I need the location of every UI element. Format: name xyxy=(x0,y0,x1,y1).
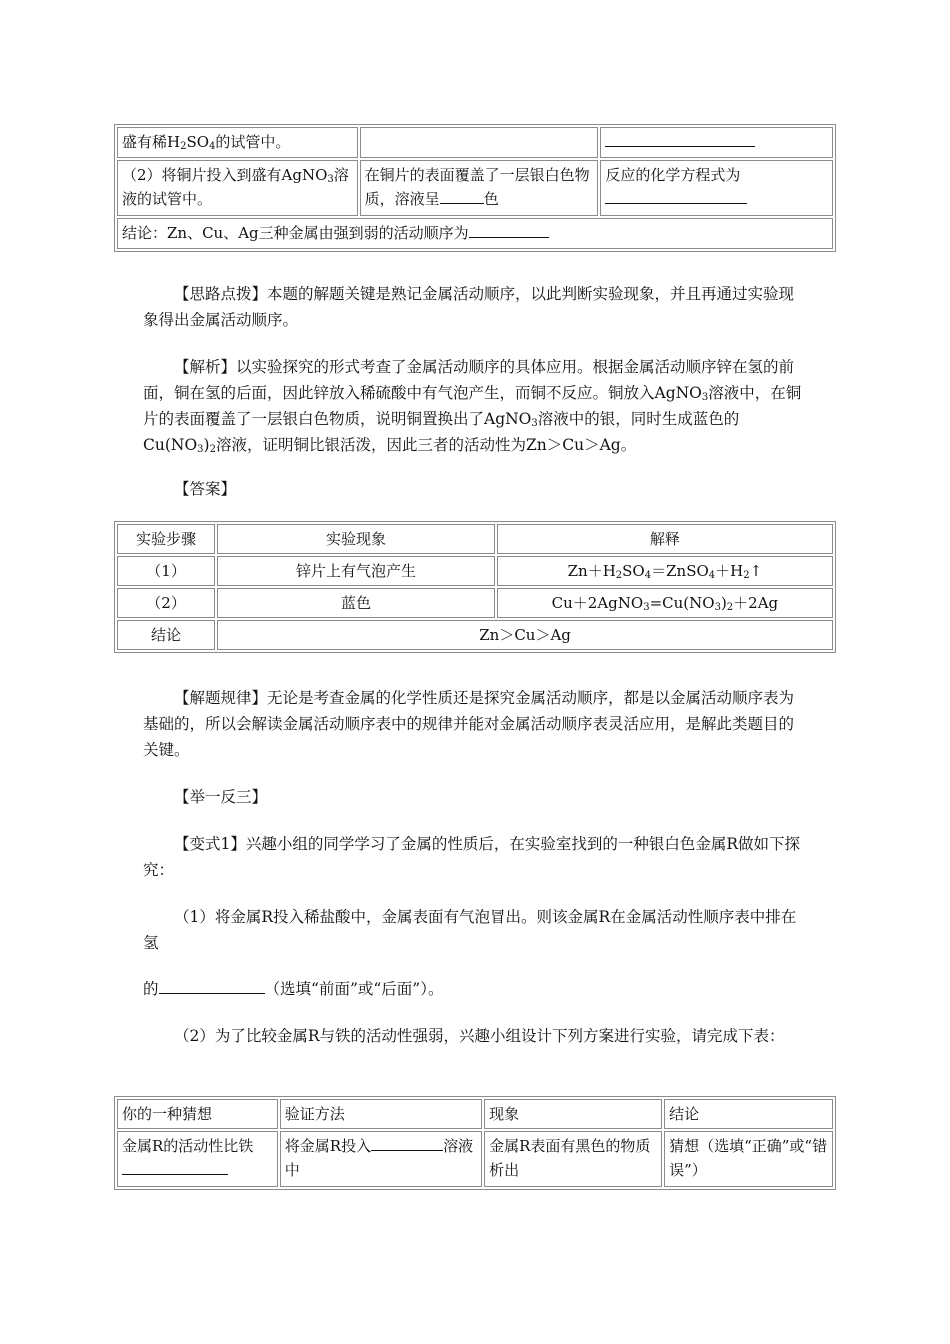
answer-header-explanation: 解释 xyxy=(497,524,833,554)
table2-guess: 金属R的活动性比铁 xyxy=(117,1131,278,1187)
question1-answer-line: 的 （选填“前面”或“后面”）。 xyxy=(143,976,808,1002)
answer-blank xyxy=(605,130,755,147)
table2-header-conclusion: 结论 xyxy=(664,1099,833,1129)
answer-blank xyxy=(159,977,265,994)
rule-paragraph: 【解题规律】无论是考查金属的化学性质还是探究金属活动顺序，都是以金属活动顺序表为基础的，所以会解读金属活动顺序表中的规律并能对金属活动顺序表灵活应用，是解此类题目的关键。 xyxy=(143,689,795,759)
table2-header-phenomenon: 现象 xyxy=(484,1099,662,1129)
answer-row2-phenomenon: 蓝色 xyxy=(217,588,495,618)
answer-row1-step: （1） xyxy=(117,556,215,586)
hypothesis-table xyxy=(114,1096,836,1190)
table1-row1-step: 盛有稀$H_2SO_4$的试管中。 xyxy=(117,127,358,158)
drill-heading: 【举一反三】 xyxy=(174,788,268,806)
table2-conclusion: 猜想（选填“正确”或“错误”） xyxy=(664,1131,833,1187)
answer-blank xyxy=(440,187,484,204)
answer-row1-phenomenon: 锌片上有气泡产生 xyxy=(217,556,495,586)
experiment-table-continued xyxy=(114,124,836,252)
table2-method: 将金属R投入 溶液中 xyxy=(280,1131,482,1187)
table2-header-method: 验证方法 xyxy=(280,1099,482,1129)
answer-blank xyxy=(371,1134,443,1151)
answer-conclusion-label: 结论 xyxy=(117,620,215,650)
answer-row2-step: （2） xyxy=(117,588,215,618)
answer-header-step: 实验步骤 xyxy=(117,524,215,554)
answer-blank xyxy=(605,187,747,204)
answer-conclusion-value: Zn＞Cu＞Ag xyxy=(217,620,833,650)
question1-paragraph: （1）将金属R投入稀盐酸中，金属表面有气泡冒出。则该金属R在金属活动性顺序表中排在氢 xyxy=(143,908,797,952)
table1-conclusion: 结论：Zn、Cu、Ag三种金属由强到弱的活动顺序为 xyxy=(117,218,833,249)
table1-row1-phenomenon xyxy=(360,127,599,158)
question2-paragraph: （2）为了比较金属R与铁的活动性强弱，兴趣小组设计下列方案进行实验，请完成下表： xyxy=(174,1027,785,1045)
hint-paragraph: 【思路点拨】本题的解题关键是熟记金属活动顺序，以此判断实验现象，并且再通过实验现象得出金属活动顺序。 xyxy=(143,285,795,329)
table1-row1-explanation xyxy=(600,127,833,158)
answer-header-phenomenon: 实验现象 xyxy=(217,524,495,554)
table2-phenomenon: 金属R表面有黑色的物质析出 xyxy=(484,1131,662,1187)
answer-blank xyxy=(122,1158,228,1175)
answer-table xyxy=(114,521,836,653)
answer-row2-equation: $Cu+2AgNO_3=Cu(NO_3)_2+2Ag$ xyxy=(497,588,833,618)
analysis-paragraph: 【解析】以实验探究的形式考查了金属活动顺序的具体应用。根据金属活动顺序锌在氢的前面，铜在氢的后面，因此锌放入稀硫酸中有气泡产生，而铜不反应。铜放入AgNO$_3$溶液中，在铜片的表面覆盖了一层银白色物质，说明铜置换出了AgNO$_3$溶液中的银，同时生成蓝色的$Cu(NO_3)_2$溶液，证明铜比银活泼，因此三者的活动性为Zn＞Cu＞Ag。 xyxy=(143,358,802,455)
variant1-paragraph: 【变式1】兴趣小组的同学学习了金属的性质后，在实验室找到的一种银白色金属R做如下探究： xyxy=(143,835,801,879)
table1-row2-explanation: 反应的化学方程式为 xyxy=(600,160,833,216)
answer-heading: 【答案】 xyxy=(174,480,237,498)
table1-row2-phenomenon: 在铜片的表面覆盖了一层银白色物质，溶液呈 色 xyxy=(360,160,599,216)
answer-blank xyxy=(469,221,549,238)
answer-row1-equation: $Zn+H_2SO_4=ZnSO_4+H_2↑$ xyxy=(497,556,833,586)
table1-row2-step: （2）将铜片投入到盛有AgNO$_3$溶液的试管中。 xyxy=(117,160,358,216)
table2-header-guess: 你的一种猜想 xyxy=(117,1099,278,1129)
